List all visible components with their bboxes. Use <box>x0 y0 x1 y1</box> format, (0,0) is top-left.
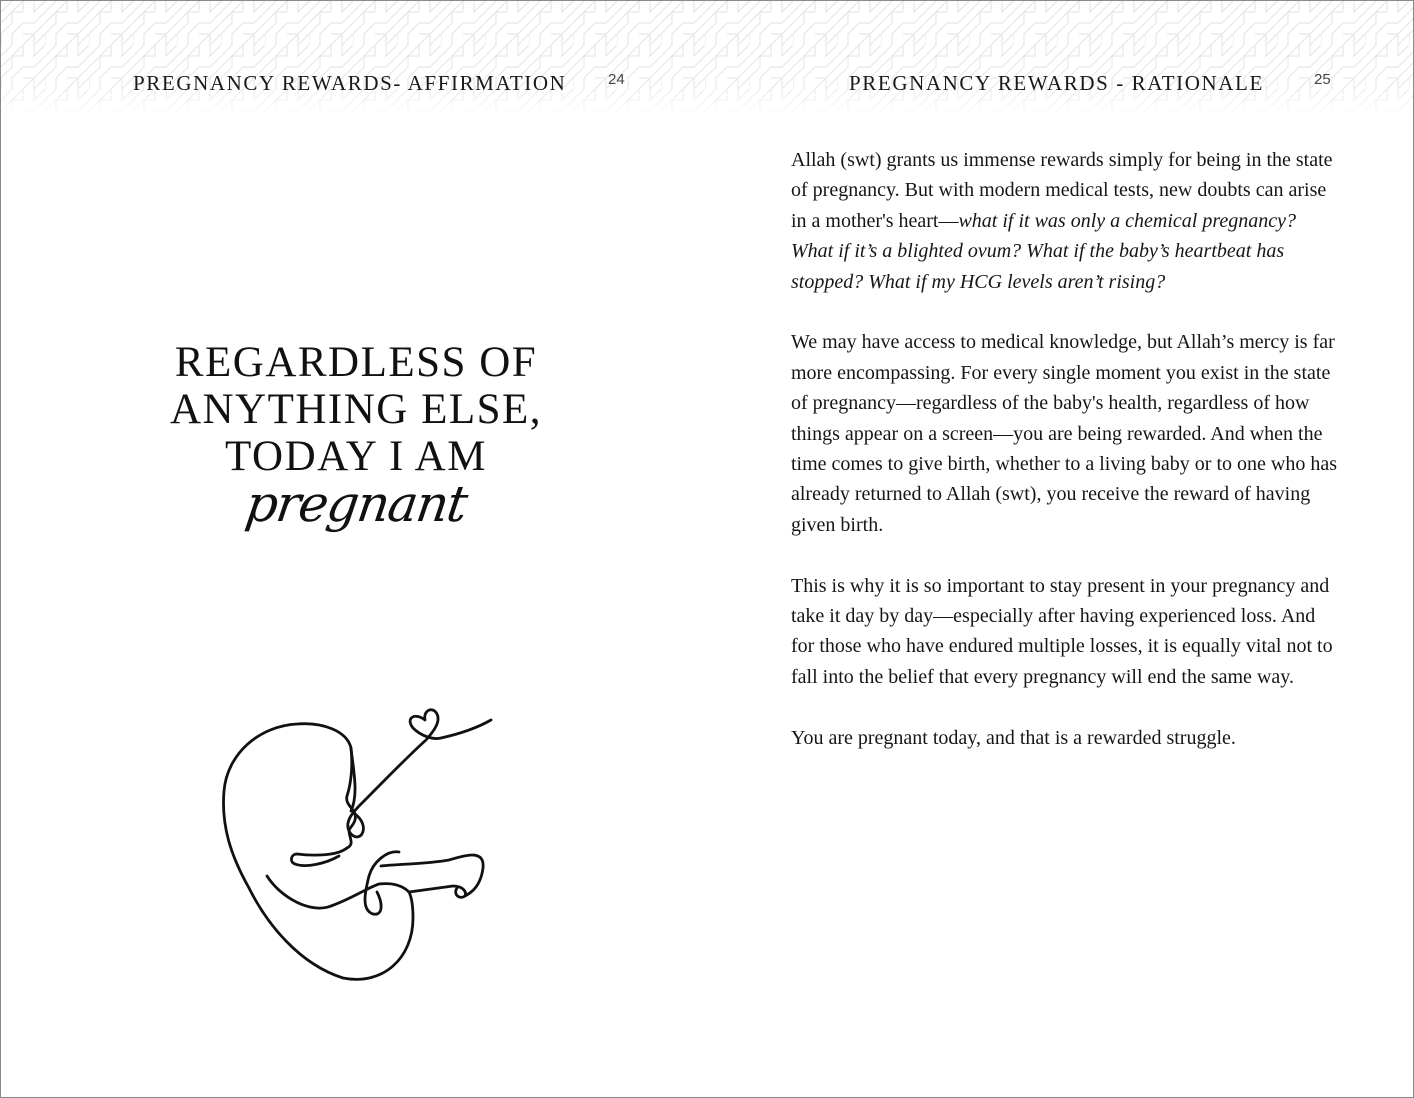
paragraph-1-text: Allah (swt) grants us immense rewards simply for being in the state of pregnancy. But with modern medical tests, new doubts can arise in a mother's heart— <box>791 149 1333 232</box>
rationale-body <box>791 145 1339 783</box>
paragraph-4: You are pregnant today, and that is a rewarded struggle. <box>791 726 1236 749</box>
paragraph-2: We may have access to medical knowledge, but Allah’s mercy is far more encompassing. For every single moment you exist in the state of pregnancy—regardless of the baby's health, regardless of how things appear on a screen—you are being rewarded. And when the time comes to give birth, whether to a living baby or to one who has already returned to Allah (swt), you receive the reward of having given birth. <box>791 331 1337 536</box>
header-pattern-band <box>1 1 1413 113</box>
affirmation-line-3: TODAY I AM <box>225 433 487 480</box>
fetus-line-art-icon <box>201 696 511 996</box>
affirmation-line-2: ANYTHING ELSE, <box>169 386 543 433</box>
paragraph-1-italic: what if it was only a chemical pregnancy? What if it’s a blighted ovum? What if the baby’s heartbeat has stopped? What if my HCG levels aren’t rising? <box>791 209 1296 293</box>
affirmation-heading <box>131 339 581 532</box>
affirmation-script-word: pregnant <box>242 475 470 533</box>
affirmation-line-1: REGARDLESS OF <box>174 339 538 386</box>
right-page-title: PREGNANCY REWARDS - RATIONALE <box>849 71 1264 95</box>
geometric-pattern <box>1 1 1413 113</box>
right-page-number: 25 <box>1314 71 1331 88</box>
paragraph-3: This is why it is so important to stay present in your pregnancy and take it day by day—especially after having experienced loss. And for those who have endured multiple losses, it is equally vital not to fall into the belief that every pregnancy will end the same way. <box>791 574 1333 688</box>
left-page-title: PREGNANCY REWARDS- AFFIRMATION <box>133 71 567 95</box>
left-page-number: 24 <box>608 71 625 88</box>
paragraph-1 <box>791 145 1339 297</box>
